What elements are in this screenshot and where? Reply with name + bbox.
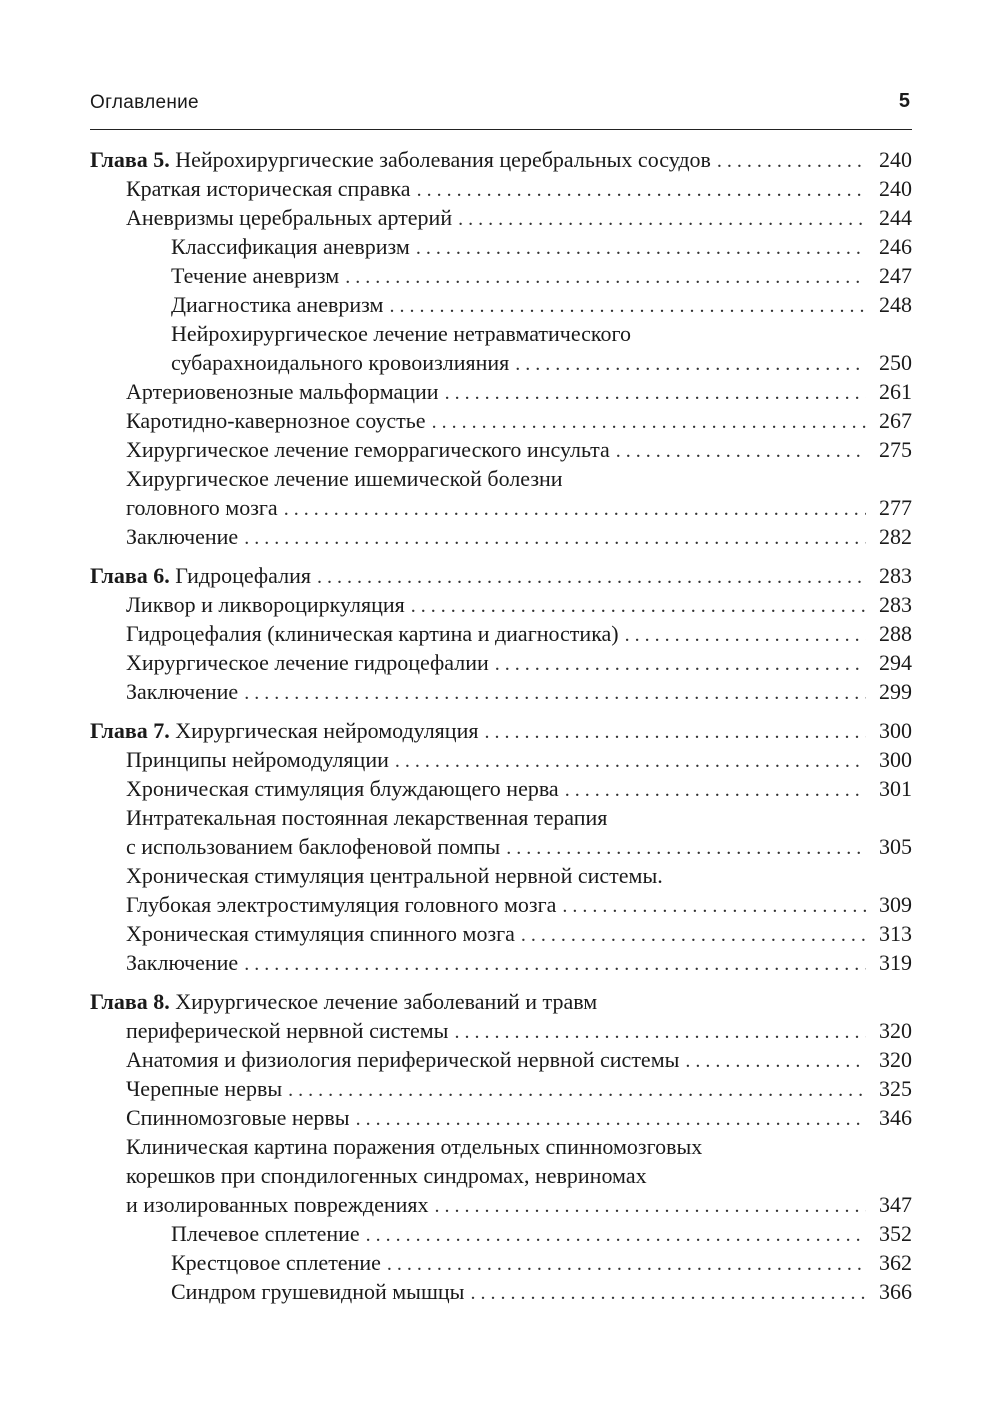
- toc-section-entry-label: субарахноидального кровоизлияния: [171, 350, 510, 375]
- toc-section-entry[interactable]: [90, 1045, 912, 1074]
- dot-leader: [515, 350, 866, 379]
- page-ref: 299: [879, 679, 912, 704]
- dot-leader: [625, 621, 866, 650]
- page-ref: 240: [879, 176, 912, 201]
- toc-section-entry[interactable]: [90, 1219, 912, 1248]
- toc-section-entry-label: Хирургическое лечение ишемической болезни: [126, 466, 563, 491]
- dot-leader: [345, 263, 866, 292]
- toc-section-entry-label: Каротидно-кавернозное соустье: [126, 408, 426, 433]
- toc-section-entry-label: Глубокая электростимуляция головного мозга: [126, 892, 557, 917]
- toc-section-entry-text: [126, 493, 278, 522]
- page-ref: 300: [879, 747, 912, 772]
- toc-section-entry-label: Краткая историческая справка: [126, 176, 411, 201]
- toc-section-entry[interactable]: [90, 948, 912, 977]
- toc-section-entry-text: [126, 890, 556, 919]
- toc-section-entry-text: [126, 1045, 679, 1074]
- toc-section-entry-text: [126, 174, 411, 203]
- page-ref: 305: [879, 834, 912, 859]
- toc-section-entry-text: [126, 832, 500, 861]
- toc-section-entry[interactable]: [90, 774, 912, 803]
- dot-leader: [445, 379, 866, 408]
- dot-leader: [417, 176, 866, 205]
- dot-leader: [395, 747, 866, 776]
- dot-leader: [416, 234, 866, 263]
- toc-section-entry[interactable]: [90, 1277, 912, 1306]
- dot-leader: [432, 408, 866, 437]
- toc-section-entry[interactable]: [90, 232, 912, 261]
- toc-chapter-entry[interactable]: [90, 561, 912, 590]
- page-ref: 325: [879, 1076, 912, 1101]
- toc-section-entry[interactable]: [90, 1132, 912, 1161]
- chapter-title: Хирургическое лечение заболеваний и травм: [175, 989, 598, 1014]
- toc-section-entry-text: [126, 745, 389, 774]
- toc-section-entry-label: Хирургическое лечение гидроцефалии: [126, 650, 489, 675]
- page-ref: 320: [879, 1018, 912, 1043]
- toc-section-entry-text: [126, 774, 559, 803]
- toc-section-entry-text: [126, 803, 607, 832]
- running-header: [90, 90, 910, 120]
- toc-section-entry[interactable]: [90, 1103, 912, 1132]
- toc-section-entry[interactable]: [90, 745, 912, 774]
- toc-chapter-entry[interactable]: [90, 716, 912, 745]
- toc-section-entry-label: Заключение: [126, 950, 239, 975]
- dot-leader: [454, 1018, 866, 1047]
- page-ref: 246: [879, 234, 912, 259]
- toc-section-entry[interactable]: [90, 203, 912, 232]
- dot-leader: [562, 892, 866, 921]
- page-ref: 347: [879, 1192, 912, 1217]
- toc-section-entry[interactable]: [90, 261, 912, 290]
- toc-chapter-entry[interactable]: [90, 145, 912, 174]
- toc-section-entry-label: Хроническая стимуляция блуждающего нерва: [126, 776, 559, 801]
- page-ref: 283: [879, 592, 912, 617]
- toc-section-entry-label: Заключение: [126, 524, 239, 549]
- chapter-block: [90, 987, 912, 1306]
- toc-section-entry-text: [171, 232, 410, 261]
- toc-section-entry[interactable]: [90, 290, 912, 319]
- dot-leader: [565, 776, 866, 805]
- dot-leader: [495, 650, 866, 679]
- toc-section-entry[interactable]: [90, 1248, 912, 1277]
- dot-leader: [717, 147, 866, 176]
- toc-chapter-entry-cont[interactable]: [90, 1016, 912, 1045]
- toc-section-entry-text: [126, 1103, 350, 1132]
- chapter-title: Гидроцефалия: [175, 563, 311, 588]
- toc-section-entry-label: Гидроцефалия (клиническая картина и диагностика): [126, 621, 619, 646]
- toc-chapter-entry-text: [90, 716, 478, 745]
- toc-section-entry-label: Течение аневризм: [171, 263, 340, 288]
- toc-section-entry[interactable]: [90, 174, 912, 203]
- dot-leader: [484, 718, 866, 747]
- page-ref: 309: [879, 892, 912, 917]
- toc-section-entry-label: Плечевое сплетение: [171, 1221, 360, 1246]
- toc-chapter-entry-cont-label: периферической нервной системы: [126, 1018, 449, 1043]
- dot-leader: [458, 205, 866, 234]
- page-ref: 313: [879, 921, 912, 946]
- page-ref: 288: [879, 621, 912, 646]
- toc-section-entry[interactable]: [90, 648, 912, 677]
- page-ref: 362: [879, 1250, 912, 1275]
- toc-section-entry-text: [126, 406, 426, 435]
- toc-chapter-entry-text: [90, 561, 311, 590]
- dot-leader: [411, 592, 866, 621]
- dot-leader: [284, 495, 866, 524]
- toc-section-entry[interactable]: [90, 677, 912, 706]
- dot-leader: [244, 679, 866, 708]
- toc-section-entry-label: Принципы нейромодуляции: [126, 747, 389, 772]
- page-ref: 240: [879, 147, 912, 172]
- toc-section-entry-text: [126, 1190, 429, 1219]
- toc-section-entry[interactable]: [90, 348, 912, 377]
- toc-section-entry-label: Хроническая стимуляция центральной нервной системы.: [126, 863, 663, 888]
- toc-section-entry-text: [126, 948, 238, 977]
- toc-section-entry-text: [126, 1161, 647, 1190]
- toc-section-entry[interactable]: [90, 522, 912, 551]
- toc-section-entry-label: Хроническая стимуляция спинного мозга: [126, 921, 515, 946]
- toc-section-entry[interactable]: [90, 890, 912, 919]
- toc-section-entry[interactable]: [90, 1074, 912, 1103]
- chapter-block: [90, 561, 912, 706]
- toc-section-entry[interactable]: [90, 1190, 912, 1219]
- toc-section-entry-text: [126, 677, 238, 706]
- dot-leader: [506, 834, 866, 863]
- toc-section-entry-label: Классификация аневризм: [171, 234, 410, 259]
- toc-section-entry-text: [171, 319, 631, 348]
- toc-section-entry-text: [171, 290, 383, 319]
- page-ref: 283: [879, 563, 912, 588]
- page-ref: 320: [879, 1047, 912, 1072]
- chapter-label: Глава 6.: [90, 563, 170, 588]
- toc-section-entry-label: Артериовенозные мальформации: [126, 379, 439, 404]
- toc-section-entry-label: головного мозга: [126, 495, 278, 520]
- toc-section-entry-label: Диагностика аневризм: [171, 292, 384, 317]
- toc-section-entry-label: Синдром грушевидной мышцы: [171, 1279, 465, 1304]
- toc-section-entry-text: [171, 261, 339, 290]
- dot-leader: [356, 1105, 866, 1134]
- page-number: 5: [898, 90, 910, 112]
- page-ref: 267: [879, 408, 912, 433]
- toc-section-entry[interactable]: [90, 803, 912, 832]
- toc-section-entry[interactable]: [90, 1161, 912, 1190]
- toc-section-entry-text: [126, 435, 610, 464]
- chapter-title: Хирургическая нейромодуляция: [175, 718, 479, 743]
- chapter-block: [90, 716, 912, 977]
- dot-leader: [685, 1047, 866, 1076]
- toc-section-entry-text: [171, 1219, 360, 1248]
- toc-section-entry-label: Нейрохирургическое лечение нетравматического: [171, 321, 631, 346]
- dot-leader: [435, 1192, 866, 1221]
- chapter-label: Глава 5.: [90, 147, 170, 172]
- page-ref: 277: [879, 495, 912, 520]
- toc-chapter-entry-cont-text: [126, 1016, 448, 1045]
- page-ref: 301: [879, 776, 912, 801]
- toc-section-entry-label: с использованием баклофеновой помпы: [126, 834, 501, 859]
- toc-section-entry-label: Хирургическое лечение геморрагического инсульта: [126, 437, 610, 462]
- table-of-contents: [90, 145, 912, 1316]
- toc-section-entry-text: [171, 1248, 381, 1277]
- toc-section-entry-label: Заключение: [126, 679, 239, 704]
- dot-leader: [366, 1221, 866, 1250]
- toc-section-entry[interactable]: [90, 861, 912, 890]
- toc-section-entry-label: и изолированных повреждениях: [126, 1192, 429, 1217]
- running-title: Оглавление: [90, 92, 199, 113]
- toc-section-entry[interactable]: [90, 377, 912, 406]
- toc-section-entry-label: Интратекальная постоянная лекарственная терапия: [126, 805, 608, 830]
- toc-section-entry-text: [126, 619, 619, 648]
- dot-leader: [616, 437, 866, 466]
- page-ref: 250: [879, 350, 912, 375]
- page-ref: 352: [879, 1221, 912, 1246]
- page-ref: 366: [879, 1279, 912, 1304]
- toc-section-entry-text: [126, 203, 452, 232]
- toc-section-entry[interactable]: [90, 590, 912, 619]
- dot-leader: [244, 524, 866, 553]
- dot-leader: [521, 921, 866, 950]
- page-ref: 244: [879, 205, 912, 230]
- toc-section-entry-label: корешков при спондилогенных синдромах, невриномах: [126, 1163, 647, 1188]
- toc-section-entry-text: [126, 590, 405, 619]
- page-ref: 275: [879, 437, 912, 462]
- dot-leader: [317, 563, 866, 592]
- page-ref: 319: [879, 950, 912, 975]
- toc-section-entry-text: [126, 464, 563, 493]
- toc-section-entry-label: Клиническая картина поражения отдельных спинномозговых: [126, 1134, 703, 1159]
- toc-section-entry-text: [126, 1132, 702, 1161]
- toc-section-entry[interactable]: [90, 919, 912, 948]
- toc-section-entry-label: Спинномозговые нервы: [126, 1105, 350, 1130]
- page-ref: 346: [879, 1105, 912, 1130]
- toc-section-entry[interactable]: [90, 319, 912, 348]
- page-ref: 300: [879, 718, 912, 743]
- dot-leader: [244, 950, 866, 979]
- page-ref: 294: [879, 650, 912, 675]
- chapter-label: Глава 8.: [90, 989, 170, 1014]
- dot-leader: [389, 292, 866, 321]
- toc-section-entry-text: [126, 648, 489, 677]
- toc-section-entry-text: [126, 522, 238, 551]
- chapter-block: [90, 145, 912, 551]
- chapter-title: Нейрохирургические заболевания церебральных сосудов: [175, 147, 711, 172]
- toc-section-entry-text: [171, 1277, 464, 1306]
- page-ref: 247: [879, 263, 912, 288]
- dot-leader: [470, 1279, 866, 1308]
- toc-section-entry-text: [126, 1074, 282, 1103]
- toc-section-entry-label: Аневризмы церебральных артерий: [126, 205, 453, 230]
- toc-section-entry-label: Крестцовое сплетение: [171, 1250, 381, 1275]
- page-ref: 282: [879, 524, 912, 549]
- toc-section-entry-text: [171, 348, 509, 377]
- toc-section-entry[interactable]: [90, 435, 912, 464]
- toc-section-entry[interactable]: [90, 493, 912, 522]
- dot-leader: [387, 1250, 866, 1279]
- header-rule: [90, 129, 912, 130]
- dot-leader: [288, 1076, 866, 1105]
- toc-section-entry-text: [126, 377, 439, 406]
- toc-section-entry-label: Анатомия и физиология периферической нервной системы: [126, 1047, 680, 1072]
- chapter-label: Глава 7.: [90, 718, 170, 743]
- toc-section-entry-text: [126, 861, 663, 890]
- toc-section-entry[interactable]: [90, 406, 912, 435]
- page-ref: 261: [879, 379, 912, 404]
- toc-section-entry[interactable]: [90, 832, 912, 861]
- toc-section-entry-text: [126, 919, 515, 948]
- toc-section-entry-label: Черепные нервы: [126, 1076, 283, 1101]
- toc-section-entry-label: Ликвор и ликвороциркуляция: [126, 592, 405, 617]
- toc-chapter-entry[interactable]: [90, 987, 912, 1016]
- toc-chapter-entry-text: [90, 987, 597, 1016]
- toc-section-entry[interactable]: [90, 464, 912, 493]
- toc-section-entry[interactable]: [90, 619, 912, 648]
- page-ref: 248: [879, 292, 912, 317]
- toc-chapter-entry-text: [90, 145, 711, 174]
